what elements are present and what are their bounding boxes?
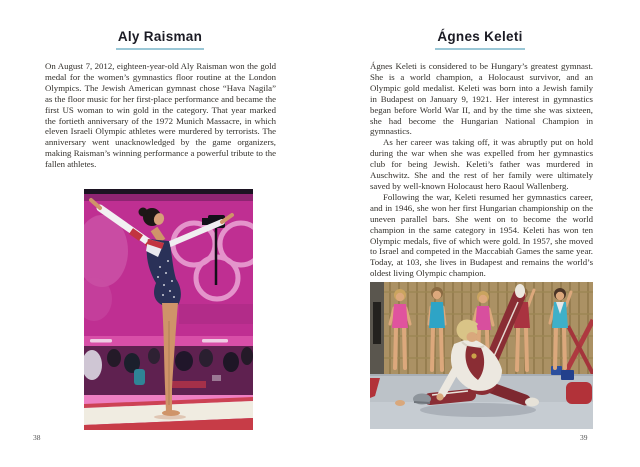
aly-raisman-photo-art bbox=[84, 189, 253, 430]
right-page-body bbox=[370, 61, 593, 279]
paragraph: As her career was taking off, it was abruptly put on hold during the war when she was expelled from her gymnastics club for being Jewish. Keleti’s father was murdered in Auschwitz. She and the rest of her family were ultimately saved by well-known Holocaust hero Raoul Wallenberg. bbox=[370, 137, 593, 191]
agnes-keleti-photo bbox=[370, 282, 593, 429]
left-page-body bbox=[45, 61, 276, 170]
right-page-title bbox=[367, 29, 593, 50]
agnes-keleti-photo-art bbox=[370, 282, 593, 429]
left-page-number: 38 bbox=[33, 433, 41, 442]
left-page-title bbox=[45, 29, 275, 50]
right-page-number: 39 bbox=[580, 433, 588, 442]
left-page-title-text: Aly Raisman bbox=[116, 29, 204, 50]
aly-raisman-photo bbox=[84, 189, 253, 430]
paragraph: Ágnes Keleti is considered to be Hungary’s greatest gymnast. She is a world champion, a Holocaust survivor, and an Olympic gold medalist. Keleti was born into a Jewish family in Budapest on January 9, 1921. Her interest in gymnastics began before World War II, and by the time she was sixteen, she had become the Hungarian National Champion in gymnastics. bbox=[370, 61, 593, 137]
right-page-title-text: Ágnes Keleti bbox=[435, 29, 524, 50]
paragraph: Following the war, Keleti resumed her gymnastics career, and in 1946, she won her first Hungarian championship on the uneven parallel bars. She went on to become the world champion in the same category in 1954. Keleti has won ten Olympic medals, five of which were gold. In 1957, she moved to Israel and competed in the Maccabiah Games the same year. Today, at 103, she lives in Budapest and remains the world’s oldest living Olympic champion. bbox=[370, 191, 593, 279]
paragraph: On August 7, 2012, eighteen-year-old Aly Raisman won the gold medal for the women’s gymnastics floor routine at the London Olympics. The Jewish American gymnast chose “Hava Nagila” as the floor music for her first-place performance and became the first US woman to win gold in the category. That year marked the fortieth anniversary of the 1972 Munich Massacre, in which eleven Israeli Olympic athletes were murdered by terrorists. The anniversary went unacknowledged by the game organizers, making Raisman’s winning performance a powerful tribute to the fallen athletes. bbox=[45, 61, 276, 170]
